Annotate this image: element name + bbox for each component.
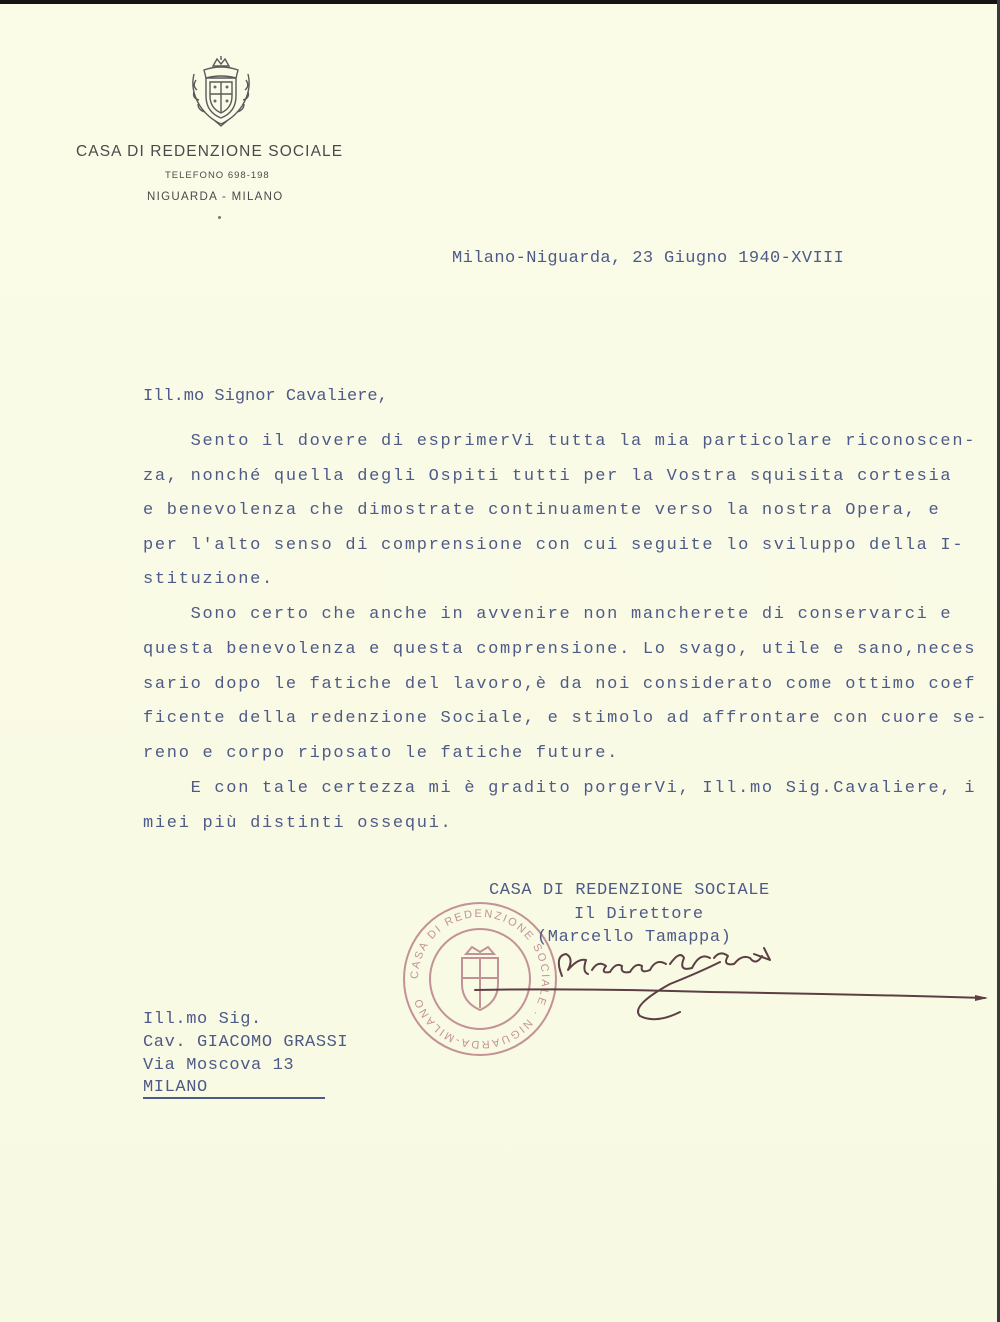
crest-icon <box>186 56 256 128</box>
body-line: stituzione. <box>143 570 274 589</box>
body-line: sario dopo le fatiche del lavoro,è da noi considerato come ottimo coef <box>143 675 977 694</box>
signature-name: (Marcello Tamappa) <box>537 928 732 947</box>
body-line: za, nonché quella degli Ospiti tutti per la Vostra squisita cortesia <box>143 467 953 486</box>
address-line: Via Moscova 13 <box>143 1056 295 1075</box>
body-line: reno e corpo riposato le fatiche future. <box>143 744 620 763</box>
ink-speck <box>218 216 221 219</box>
signature-org: CASA DI REDENZIONE SOCIALE <box>489 881 770 900</box>
dateline: Milano-Niguarda, 23 Giugno 1940-XVIII <box>452 249 845 268</box>
body-line: questa benevolenza e questa comprensione. Lo svago, utile e sano,neces <box>143 640 977 659</box>
letterhead-phone: TELEFONO 698-198 <box>165 170 270 181</box>
letterhead-name: CASA DI REDENZIONE SOCIALE <box>76 143 344 160</box>
address-city: MILANO <box>143 1078 208 1097</box>
scan-top-edge <box>0 0 1000 4</box>
body-line: Sono certo che anche in avvenire non mancherete di conservarci e <box>143 605 953 624</box>
body-line: Sento il dovere di esprimerVi tutta la mia particolare riconoscen- <box>143 432 977 451</box>
stamp-text: CASA DI REDENZIONE SOCIALE · NIGUARDA-MILANO <box>408 907 552 1051</box>
signature-title: Il Direttore <box>574 905 704 924</box>
body-line: ficente della redenzione Sociale, e stimolo ad affrontare con cuore se- <box>143 709 989 728</box>
address-underline <box>143 1097 325 1099</box>
handwritten-signature <box>470 928 990 1024</box>
body-line: e benevolenza che dimostrate continuamente verso la nostra Opera, e <box>143 501 941 520</box>
address-line: Ill.mo Sig. <box>143 1010 262 1029</box>
letterhead-city: NIGUARDA - MILANO <box>147 191 284 203</box>
body-line: per l'alto senso di comprensione con cui seguite lo sviluppo della I- <box>143 536 965 555</box>
address-line: Cav. GIACOMO GRASSI <box>143 1033 349 1052</box>
body-line: miei più distinti ossequi. <box>143 814 453 833</box>
body-line: E con tale certezza mi è gradito porgerVi, Ill.mo Sig.Cavaliere, i <box>143 779 977 798</box>
salutation: Ill.mo Signor Cavaliere, <box>143 387 388 406</box>
